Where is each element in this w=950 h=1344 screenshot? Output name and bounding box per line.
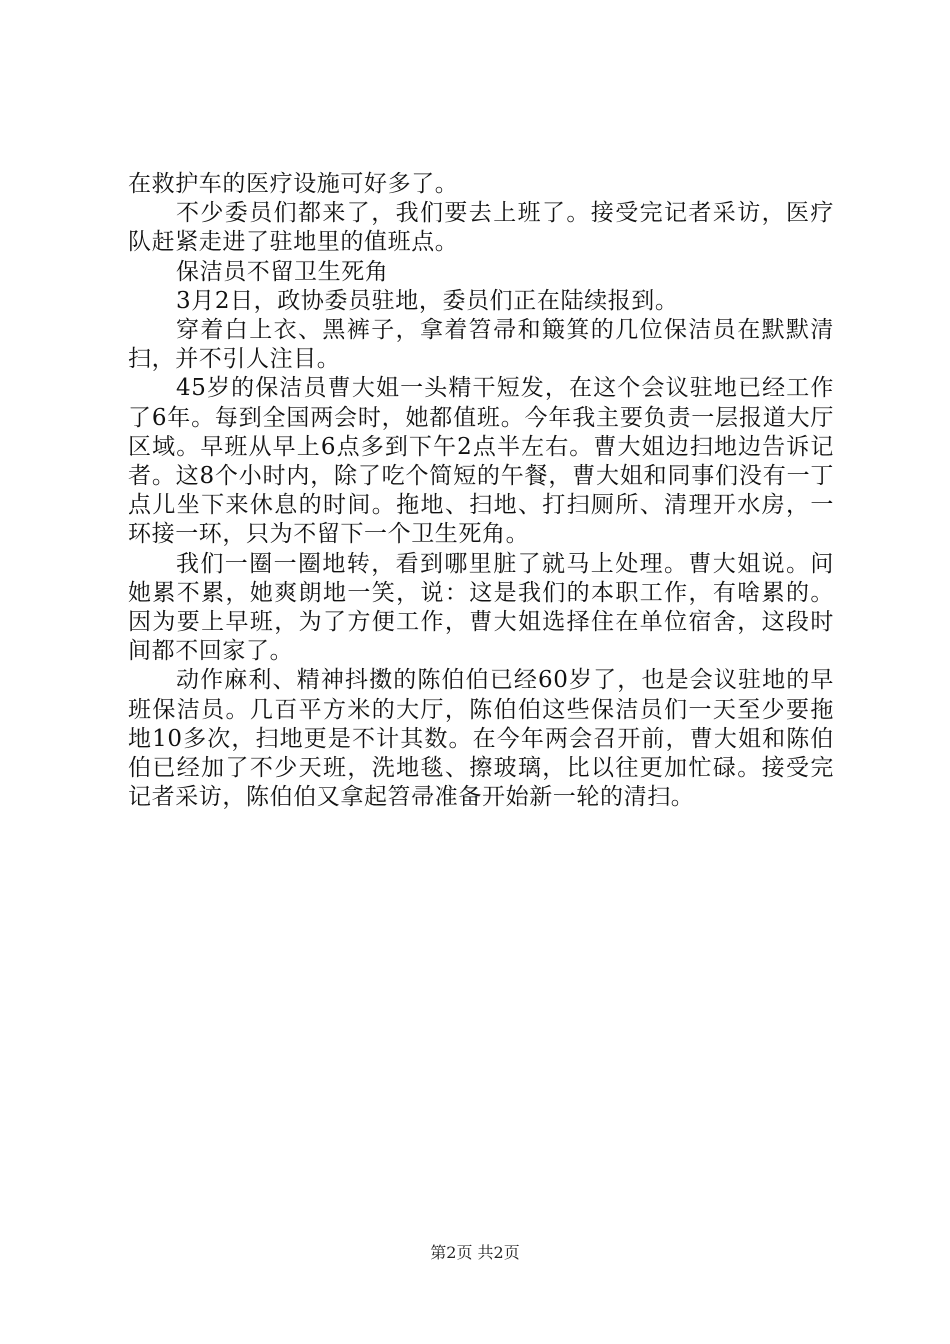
- paragraph: 穿着白上衣、黑裤子，拿着笤帚和簸箕的几位保洁员在默默清扫，并不引人注目。: [128, 317, 834, 373]
- paragraph: 不少委员们都来了，我们要去上班了。接受完记者采访，医疗队赶紧走进了驻地里的值班点。: [128, 200, 834, 256]
- paragraph: 3月2日，政协委员驻地，委员们正在陆续报到。: [176, 287, 679, 314]
- paragraph: 动作麻利、精神抖擞的陈伯伯已经60岁了，也是会议驻地的早班保洁员。几百平方米的大厅，陈伯伯这些保洁员们一天至少要拖地10多次，扫地更是不计其数。在今年两会召开前，曹大姐和陈伯伯已经加了不少天班，洗地毯、擦玻璃，比以往更加忙碌。接受完记者采访，陈伯伯又拿起笤帚准备开始新一轮的清扫。: [128, 667, 834, 811]
- document-body: [128, 170, 834, 812]
- section-heading: 保洁员不留卫生死角: [176, 258, 389, 285]
- paragraph: 我们一圈一圈地转，看到哪里脏了就马上处理。曹大姐说。问她累不累，她爽朗地一笑，说：这是我们的本职工作，有啥累的。因为要上早班，为了方便工作，曹大姐选择住在单位宿舍，这段时间都不回家了。: [128, 550, 834, 665]
- page-number-footer: 第2页 共2页: [430, 1243, 520, 1262]
- paragraph: 45岁的保洁员曹大姐一头精干短发，在这个会议驻地已经工作了6年。每到全国两会时，她都值班。今年我主要负责一层报道大厅区域。早班从早上6点多到下午2点半左右。曹大姐边扫地边告诉记者。这8个小时内，除了吃个简短的午餐，曹大姐和同事们没有一丁点儿坐下来休息的时间。拖地、扫地、打扫厕所、清理开水房，一环接一环，只为不留下一个卫生死角。: [128, 375, 834, 548]
- paragraph-continuation: 在救护车的医疗设施可好多了。: [128, 171, 459, 197]
